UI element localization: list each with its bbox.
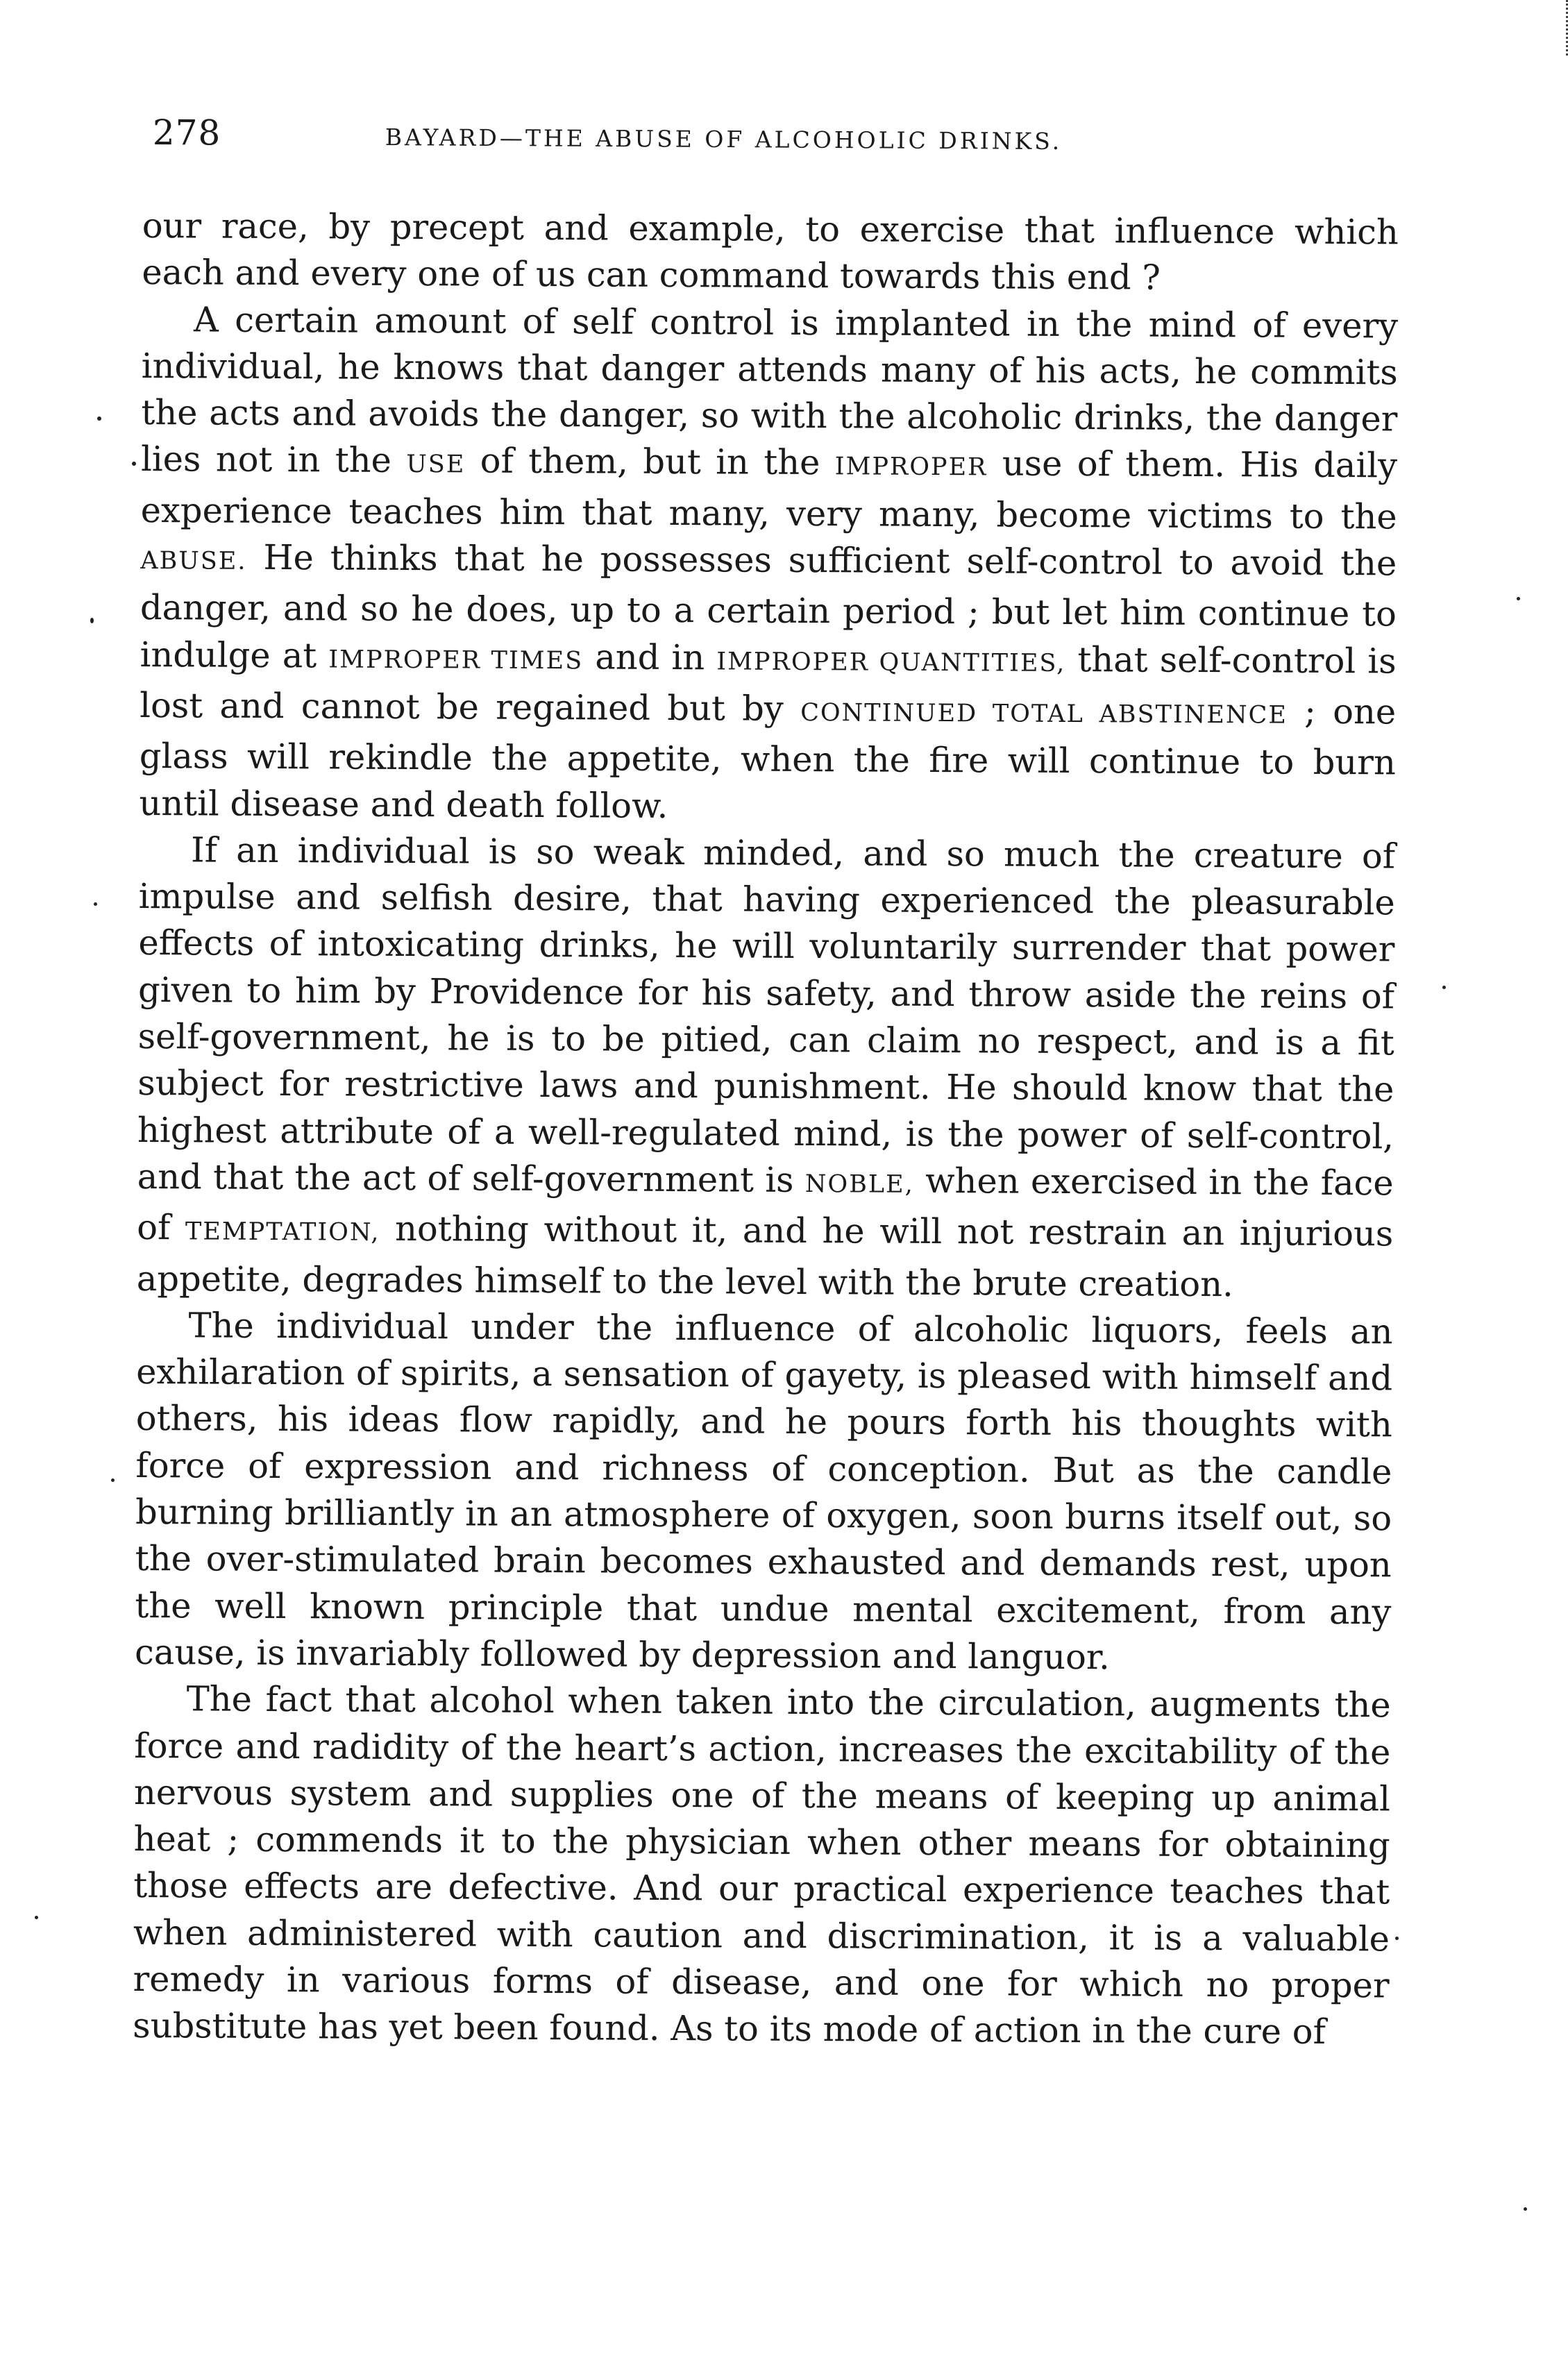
print-speck [35, 1916, 38, 1919]
paragraph-text: that self-control is lost and cannot be regained but by [140, 639, 1397, 729]
paragraph-text: ; one glass will rekindle the appetite, when the fire will continue to burn until disease and death follow. [139, 691, 1397, 826]
page-edge-mark [1552, 0, 1568, 56]
print-speck [1442, 986, 1446, 989]
small-caps-term: ABUSE. [140, 547, 247, 575]
page-number: 278 [152, 112, 221, 153]
paragraph-5 [133, 1676, 1391, 2056]
paragraph-text: A certain amount of self control is implanted in the mind of every individual, he knows that danger attends many of his acts, he commits the acts and avoids the danger, so with the alcoholic drinks, the danger lies not in the [140, 298, 1399, 481]
paragraph-text: The individual under the influence of alcoholic liquors, feels an exhilaration of spirits, a sensation of gayety, is pleased with himself and others, his ideas flow rapidly, and he pours forth his thoughts with force of expression and richness of conception. But as the candle burning brilliantly in an atmosphere of oxygen, soon burns itself out, so the over-stimulated brain becomes exhausted and demands rest, upon the well known principle that undue mental excitement, from any cause, is invariably followed by depression and languor. [134, 1305, 1393, 1678]
paragraph-text: and in [582, 637, 717, 678]
paragraph-2 [139, 296, 1398, 834]
running-head [153, 112, 1166, 167]
running-title: BAYARD—THE ABUSE OF ALCOHOLIC DRINKS. [385, 124, 1063, 155]
paragraph-3 [137, 827, 1396, 1308]
paragraph-text: when exercised in the face of [137, 1160, 1394, 1248]
small-caps-term: CONTINUED TOTAL ABSTINENCE [800, 698, 1288, 730]
small-caps-term: TEMPTATION, [185, 1217, 380, 1247]
paragraph-text: nothing without it, and he will not restrain an injurious appetite, degrades himself to the level with the brute creation. [136, 1208, 1394, 1304]
print-speck [90, 618, 94, 623]
print-speck [1395, 1937, 1399, 1940]
small-caps-term: NOBLE, [804, 1170, 914, 1199]
paragraph-text: If an individual is so weak minded, and so much the creature of impulse and selfish desire, that having experienced the pleasurable effects of intoxicating drinks, he will voluntarily surrender that power given to him by Providence for his safety, and throw aside the reins of self-government, he is to be pitied, can claim no respect, and is a fit subject for restrictive laws and punishment. He should know that the highest attribute of a well-regulated mind, is the power of self-control, and that the act of self-government is [137, 829, 1396, 1200]
paragraph-text: of them, but in the [465, 440, 835, 483]
small-caps-term: IMPROPER QUANTITIES, [716, 648, 1066, 677]
print-speck [94, 902, 97, 906]
print-speck [97, 416, 101, 421]
body-text [133, 203, 1399, 2056]
paragraph-text: use of them. His daily experience teaches him that many, very many, become victims to the [140, 443, 1398, 537]
print-speck [1524, 2207, 1527, 2211]
print-speck [132, 462, 136, 466]
small-caps-term: IMPROPER TIMES [328, 646, 584, 675]
small-caps-term: IMPROPER [834, 453, 988, 482]
paragraph-4 [135, 1302, 1393, 1683]
paragraph-text: our race, by precept and example, to exercise that influence which each and every one of us can command towards this end ? [142, 205, 1399, 298]
paragraph-1 [142, 203, 1399, 303]
print-speck [111, 1478, 115, 1482]
small-caps-term: USE [406, 450, 466, 479]
paragraph-text: He thinks that he possesses sufficient self-control to avoid the danger, and so he does, up to a certain period ; but let him continue to indulge at [140, 537, 1397, 676]
print-speck [1517, 597, 1520, 600]
paragraph-text: The fact that alcohol when taken into the circulation, augments the force and radidity of the heart’s action, increases the excitability of the nervous system and supplies one of the means of keeping up animal heat ; commends it to the physician when other means for obtaining those effects are defective. And our practical experience teaches that when administered with caution and discrimination, it is a valuable remedy in various forms of disease, and one for which no proper substitute has yet been found. As to its mode of action in the cure of [133, 1678, 1391, 2053]
